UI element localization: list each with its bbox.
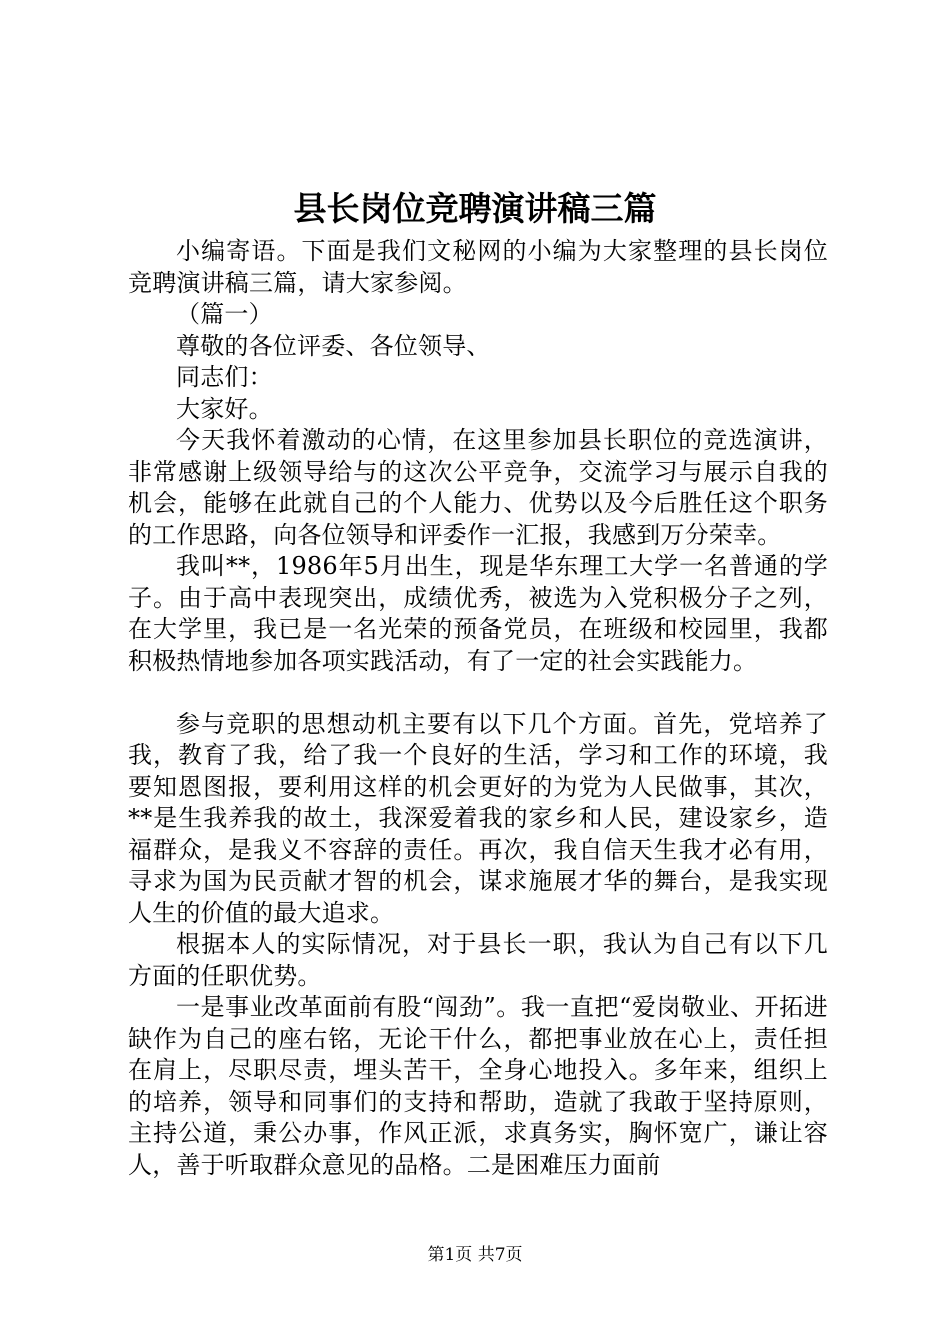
document-body (128, 236, 828, 1181)
page-number-footer: 第1页 共7页 (427, 1245, 523, 1265)
body-paragraph: 根据本人的实际情况，对于县长一职，我认为自己有以下几方面的任职优势。 (128, 930, 828, 990)
greeting-line: 大家好。 (176, 394, 273, 423)
section-heading: （篇一） (176, 300, 273, 328)
document-title: 县长岗位竞聘演讲稿三篇 (293, 189, 657, 228)
body-paragraph: 参与竞职的思想动机主要有以下几个方面。首先，党培养了我，教育了我，给了我一个良好的生活，学习和工作的环境，我要知恩图报，要利用这样的机会更好的为党为人民做事，其次，**是生我养我的故土，我深爱着我的家乡和人民，建设家乡，造福群众，是我义不容辞的责任。再次，我自信天生我才必有用，寻求为国为民贡献才智的机会，谋求施展才华的舞台，是我实现人生的价值的最大追求。 (128, 709, 828, 927)
intro-paragraph: 小编寄语。下面是我们文秘网的小编为大家整理的县长岗位竞聘演讲稿三篇，请大家参阅。 (128, 237, 828, 297)
salutation-line: 同志们： (176, 363, 273, 391)
body-paragraph: 一是事业改革面前有股“闯劲”。我一直把“爱岗敬业、开拓进缺作为自己的座右铭，无论干什么，都把事业放在心上，责任担在肩上，尽职尽责，埋头苦干，全身心地投入。多年来，组织上的培养，领导和同事们的支持和帮助，造就了我敢于坚持原则，主持公道，秉公办事，作风正派，求真务实，胸怀宽广，谦让容人，善于听取群众意见的品格。二是困难压力面前 (128, 993, 828, 1179)
body-paragraph: 我叫**，1986年5月出生，现是华东理工大学一名普通的学子。由于高中表现突出，成绩优秀，被选为入党积极分子之列，在大学里，我已是一名光荣的预备党员，在班级和校园里，我都积极热情地参加各项实践活动，有了一定的社会实践能力。 (128, 552, 828, 675)
body-paragraph: 今天我怀着激动的心情，在这里参加县长职位的竞选演讲，非常感谢上级领导给与的这次公平竞争，交流学习与展示自我的机会，能够在此就自己的个人能力、优势以及今后胜任这个职务的工作思路，向各位领导和评委作一汇报，我感到万分荣幸。 (128, 426, 828, 549)
salutation-line: 尊敬的各位评委、各位领导、 (176, 331, 491, 360)
